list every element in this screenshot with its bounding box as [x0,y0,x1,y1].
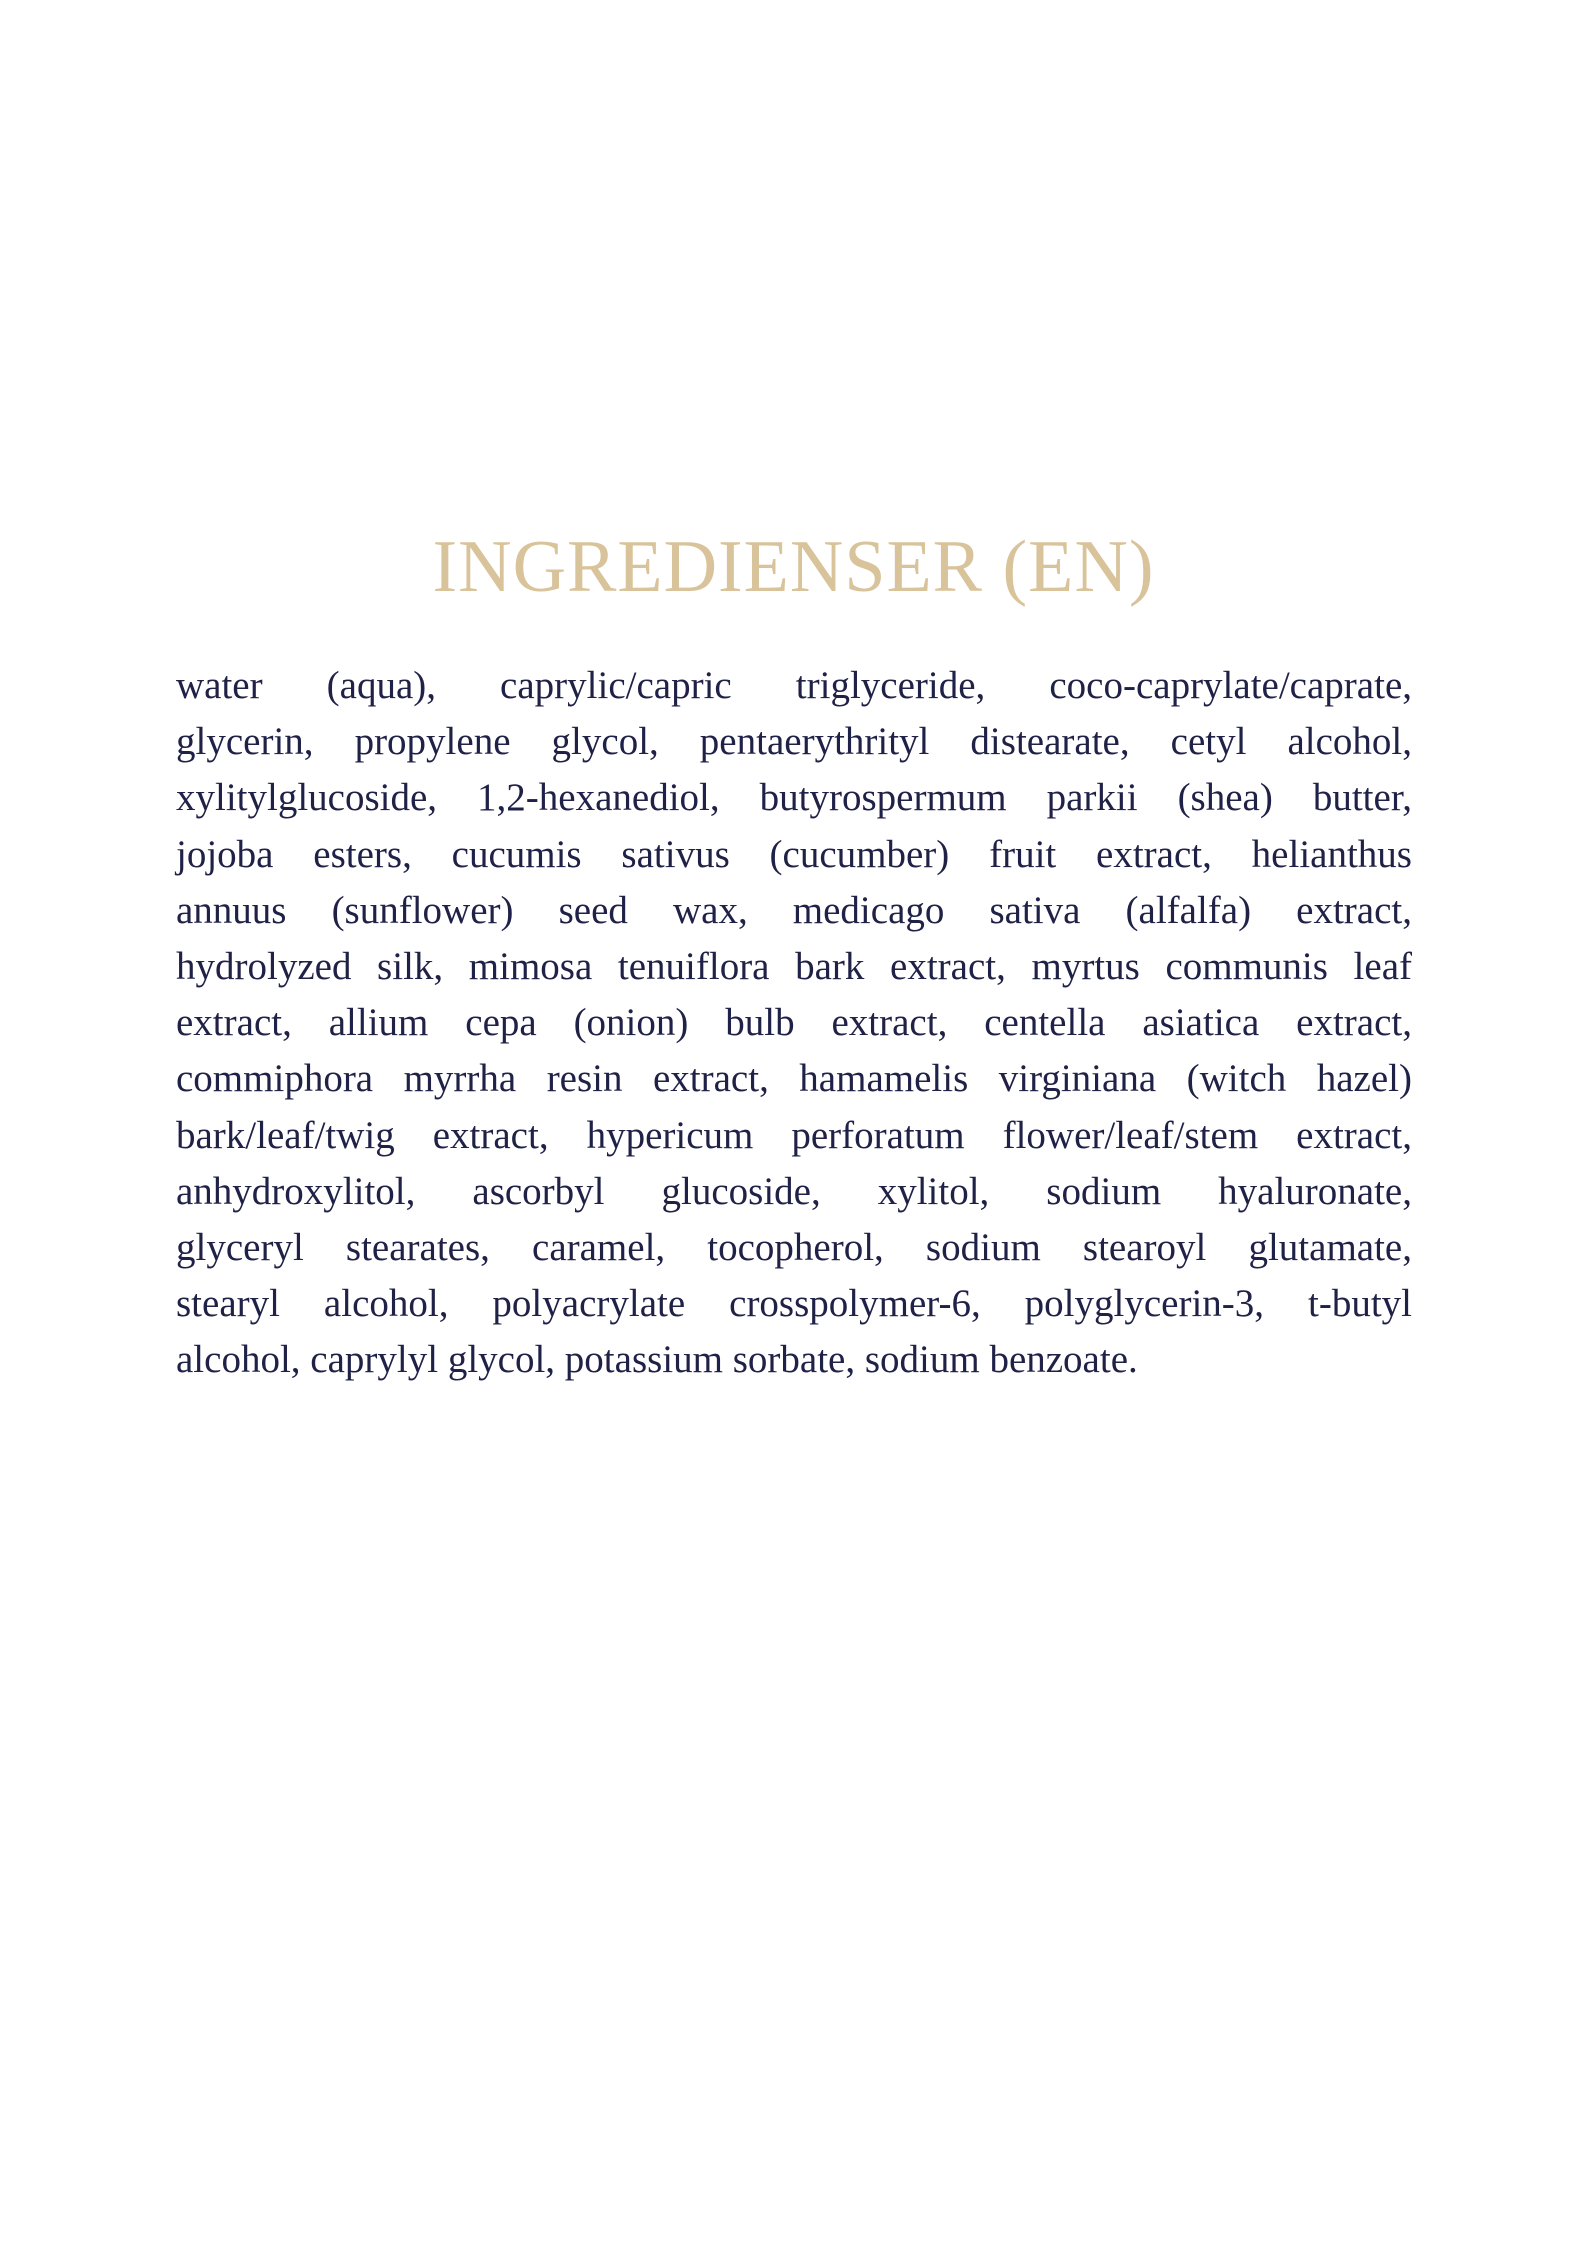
ingredients-line: extract, allium cepa (onion) bulb extract, centella asiatica extract, [176,1001,1412,1045]
ingredients-line: glyceryl stearates, caramel, tocopherol, sodium stearoyl glutamate, [176,1225,1412,1269]
ingredients-line: water (aqua), caprylic/capric triglyceride, coco-caprylate/caprate, [176,664,1412,707]
ingredients-line: jojoba esters, cucumis sativus (cucumber) fruit extract, helianthus [176,832,1412,876]
ingredients-line: commiphora myrrha resin extract, hamamelis virginiana (witch hazel) [176,1057,1412,1101]
ingredients-line: hydrolyzed silk, mimosa tenuiflora bark extract, myrtus communis leaf [176,944,1412,988]
ingredients-line: xylitylglucoside, 1,2-hexanediol, butyrospermum parkii (shea) butter, [176,776,1412,820]
page-title: INGREDIENSER (EN) [432,526,1155,608]
ingredients-line: glycerin, propylene glycol, pentaerythrityl distearate, cetyl alcohol, [176,720,1412,764]
ingredients-line: stearyl alcohol, polyacrylate crosspolymer-6, polyglycerin-3, t-butyl [176,1282,1412,1326]
ingredients-line: annuus (sunflower) seed wax, medicago sativa (alfalfa) extract, [176,888,1412,932]
ingredients-line: anhydroxylitol, ascorbyl glucoside, xylitol, sodium hyaluronate, [176,1169,1412,1213]
ingredients-text [176,658,1412,1388]
ingredients-line: alcohol, caprylyl glycol, potassium sorbate, sodium benzoate. [176,1338,1138,1382]
ingredients-line: bark/leaf/twig extract, hypericum perforatum flower/leaf/stem extract, [176,1113,1412,1157]
